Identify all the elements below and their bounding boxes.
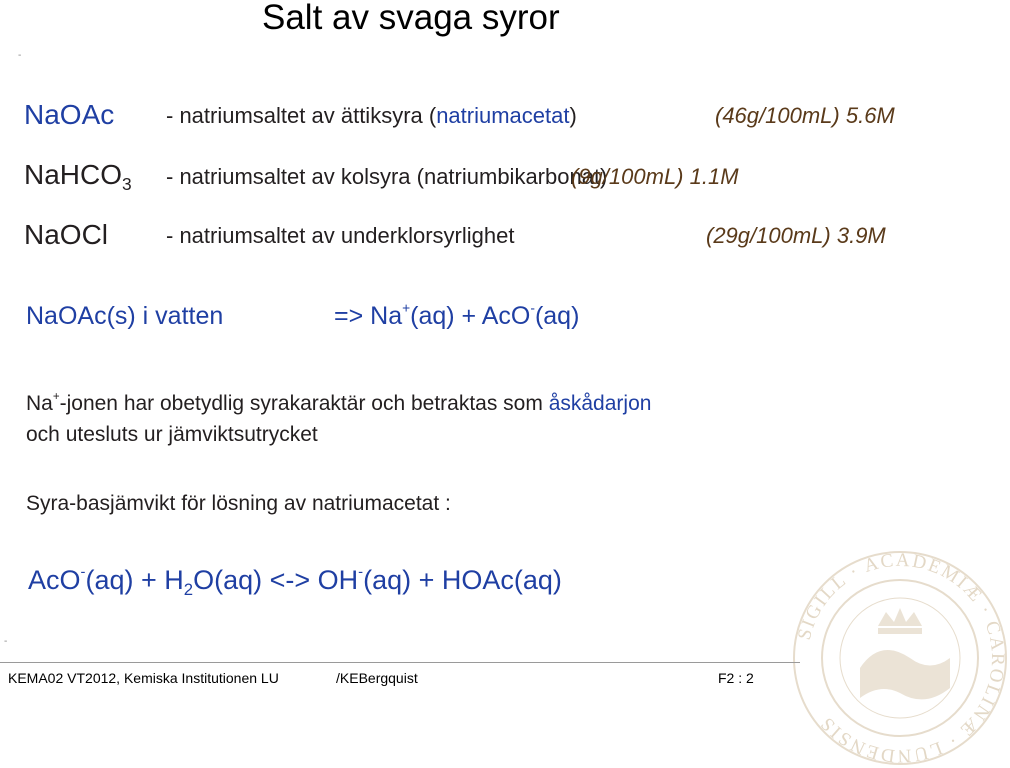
- corner-mark-top: -: [18, 50, 22, 61]
- spectator-ion-text-line2: och utesluts ur jämviktsutrycket: [26, 423, 318, 446]
- salt-description-naocl: - natriumsaltet av underklorsyrlighet: [166, 223, 515, 248]
- spectator-ion-term: åskådarjon: [548, 392, 652, 415]
- footer-author: /KEBergquist: [336, 670, 418, 686]
- salt-formula-naoac: NaOAc: [24, 99, 115, 130]
- spectator-ion-text: Na+-jonen har obetydlig syrakaraktär och betraktas som åskådarjon: [26, 391, 652, 415]
- slide-title: Salt av svaga syror: [262, 0, 560, 37]
- dissolution-products: => Na+(aq) + AcO-(aq): [334, 300, 580, 330]
- salt-concentration-nahco3: (9g/100mL) 1.1M: [571, 164, 739, 189]
- dissolution-reactant: NaOAc(s) i vatten: [26, 302, 224, 330]
- salt-description-nahco3: - natriumsaltet av kolsyra (natriumbikarbonat): [166, 164, 608, 189]
- salt-concentration-naocl: (29g/100mL) 3.9M: [706, 223, 886, 248]
- svg-text:SIGILL · ACADEMIÆ · CAROLINÆ ·: SIGILL · ACADEMIÆ · CAROLINÆ · LUNDENSIS: [793, 549, 1009, 767]
- university-seal-watermark: [790, 548, 1010, 768]
- salt-formula-nahco3: NaHCO$_3$: [24, 159, 132, 195]
- salt-formula-naocl: NaOCl: [24, 219, 109, 250]
- salt-concentration-naoac: (46g/100mL) 5.6M: [715, 103, 895, 128]
- footer-page-number: F2 : 2: [718, 670, 754, 686]
- equilibrium-heading: Syra-basjämvikt för lösning av natriumacetat :: [26, 492, 451, 515]
- salt-name-natriumacetat: natriumacetat: [436, 103, 570, 128]
- equilibrium-equation: $AcO^-(aq) + H_2O(aq)$ <-> OH-(aq) + HOAc(aq): [28, 564, 562, 599]
- footer-divider: [0, 662, 800, 663]
- footer-course: KEMA02 VT2012, Kemiska Institutionen LU: [8, 670, 279, 686]
- salt-description-naoac: - natriumsaltet av ättiksyra (natriumacetat): [166, 103, 577, 128]
- corner-mark-bottom: -: [4, 636, 8, 647]
